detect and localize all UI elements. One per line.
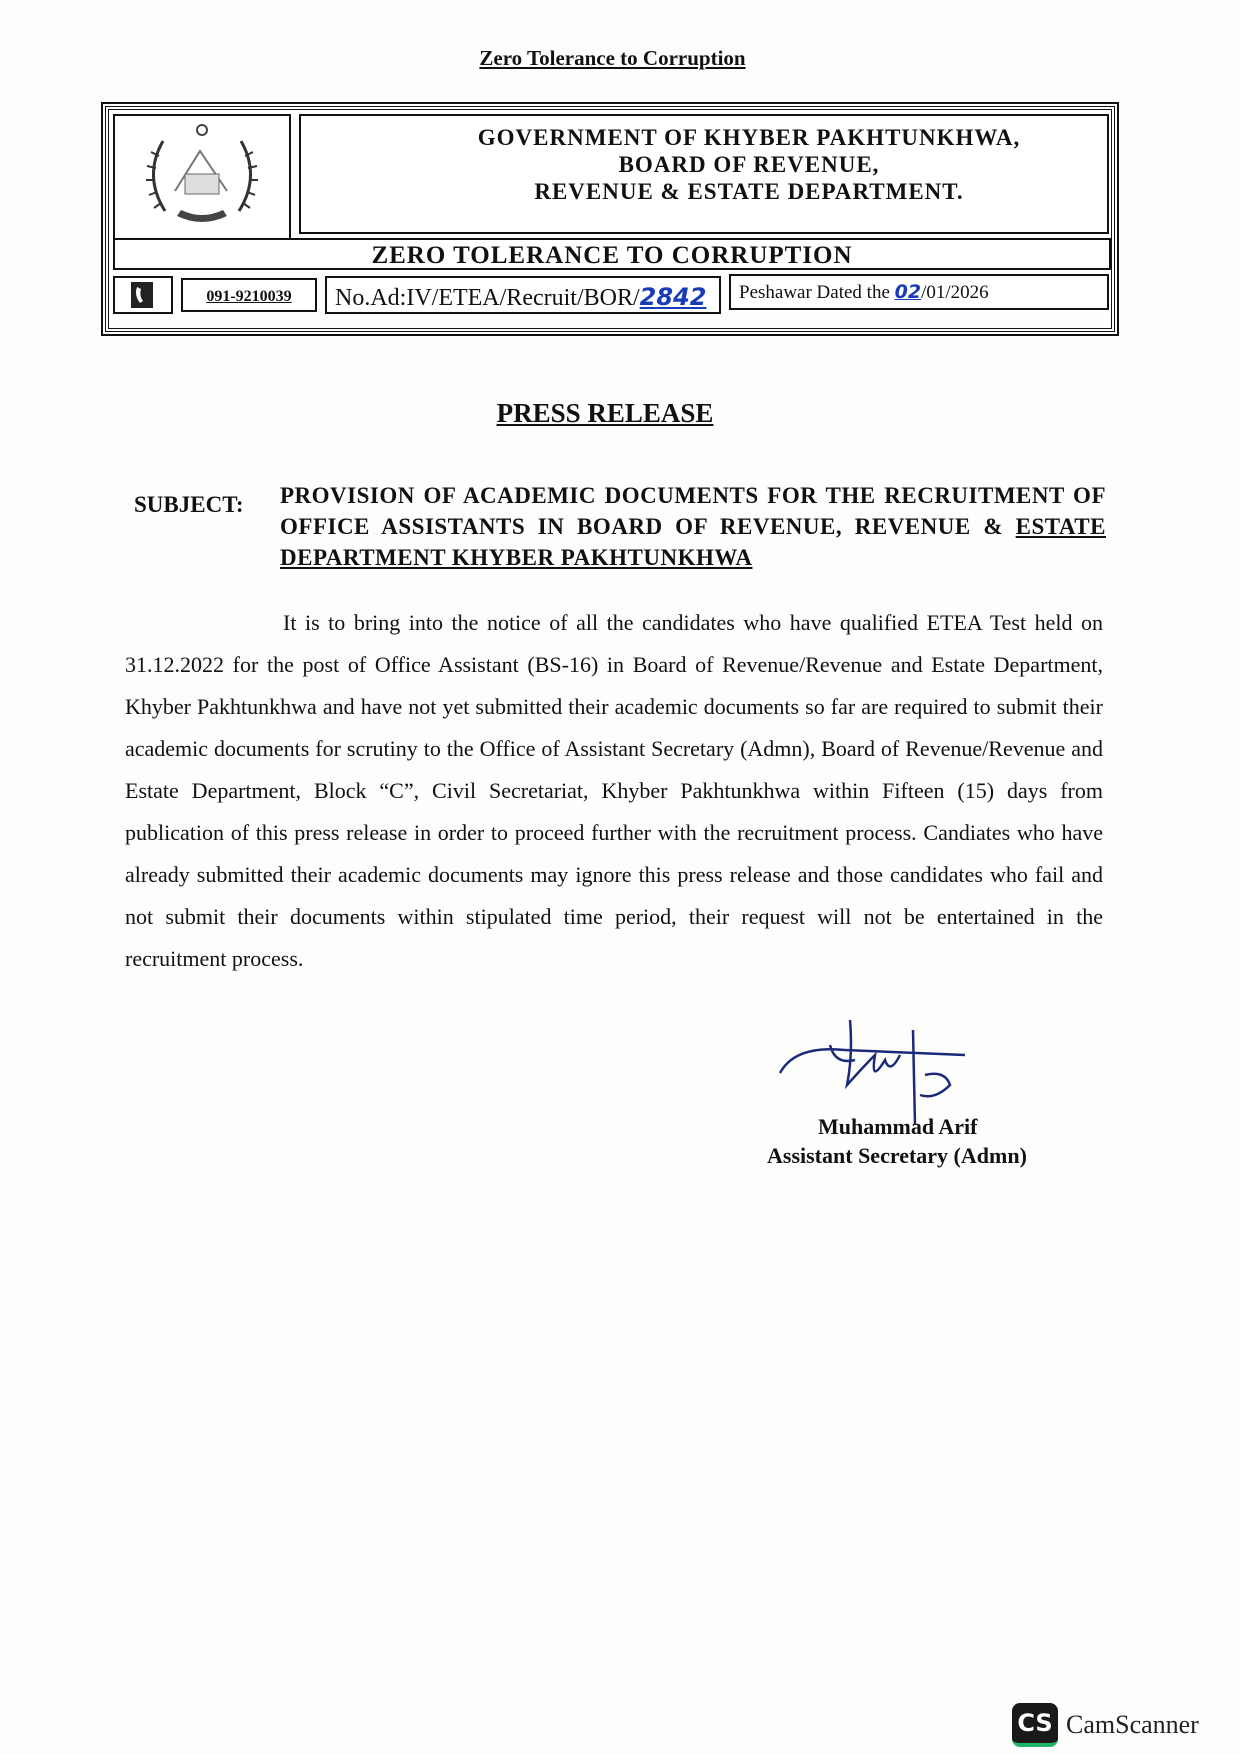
date-handwritten-day: 02: [894, 281, 922, 303]
camscanner-watermark: [1012, 1703, 1199, 1747]
camscanner-text: CamScanner: [1066, 1710, 1199, 1739]
subject-text: PROVISION OF ACADEMIC DOCUMENTS FOR THE RECRUITMENT OF OFFICE ASSISTANTS IN BOARD OF REVENUE, REVENUE & ESTATE DEPARTMENT KHYBER PAKHTUNKHWA: [280, 483, 1106, 570]
body-text: It is to bring into the notice of all the candidates who have qualified ETEA Test held on 31.12.2022 for the post of Office Assistant (BS-16) in Board of Revenue/Revenue and Estate Department, Khyber Pakhtunkhwa and have not yet submitted their academic documents so far are required to submit their academic documents for scrutiny to the Office of Assistant Secretary (Admn), Board of Revenue/Revenue and Estate Department, Block “C”, Civil Secretariat, Khyber Pakhtunkhwa within Fifteen (15) days from publication of this press release in order to proceed further with the recruitment process. Candiates who have already submitted their academic documents may ignore this press release and those candidates who fail and not submit their documents within stipulated time period, their request will not be entertained in the recruitment process.: [125, 610, 1103, 971]
dated: Peshawar Dated the 02/01/2026: [729, 274, 1109, 310]
signature-icon: [775, 1015, 1005, 1125]
letterhead: [105, 106, 1115, 332]
title-line-1: GOVERNMENT OF KHYBER PAKHTUNKHWA,: [477, 125, 1021, 150]
signatory-name: Muhammad Arif: [818, 1114, 978, 1139]
signatory-title: Assistant Secretary (Admn): [767, 1143, 1027, 1168]
subject-label: SUBJECT:: [134, 492, 244, 517]
telephone-number: 091-9210039: [181, 278, 317, 312]
title-line-3: REVENUE & ESTATE DEPARTMENT.: [534, 179, 964, 204]
reference-prefix: No.Ad:IV/ETEA/Recruit/BOR/: [335, 285, 640, 311]
department-title: [299, 114, 1109, 234]
logo-cell: [113, 114, 291, 242]
phone-icon: [115, 278, 171, 312]
camscanner-logo-icon: CS: [1012, 1703, 1058, 1747]
press-release-heading: PRESS RELEASE: [496, 398, 714, 428]
government-emblem-icon: [115, 116, 289, 240]
reference-number: [325, 276, 721, 314]
reference-handwritten-number: 2842: [639, 283, 707, 311]
letterhead-slogan: ZERO TOLERANCE TO CORRUPTION: [113, 238, 1111, 270]
top-slogan: Zero Tolerance to Corruption: [479, 46, 746, 70]
phone-cell: [113, 276, 173, 314]
title-line-2: BOARD OF REVENUE,: [618, 152, 880, 177]
